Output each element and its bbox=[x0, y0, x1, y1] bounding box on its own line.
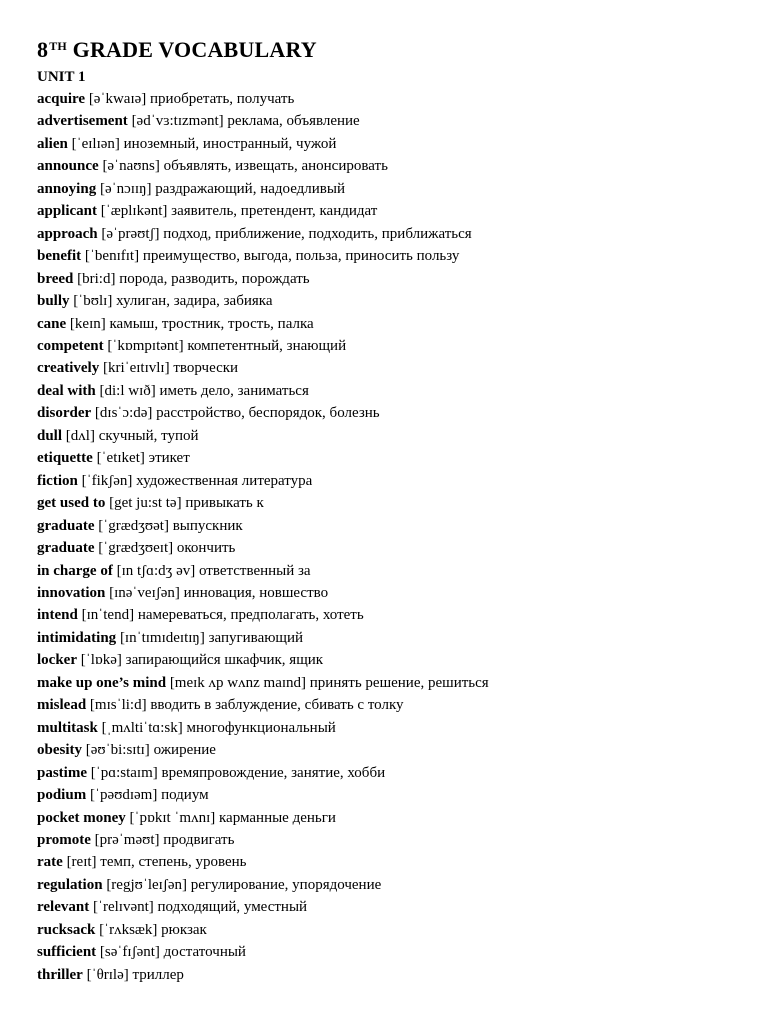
vocabulary-entry bbox=[37, 717, 748, 739]
entry-translation: выпускник bbox=[172, 517, 243, 534]
vocabulary-entry bbox=[37, 245, 748, 267]
entry-translation: многофункциональный bbox=[186, 719, 336, 736]
entry-transcription: [əˈnɔɪɪŋ] bbox=[99, 180, 152, 197]
entry-translation: вводить в заблуждение, сбивать с толку bbox=[150, 697, 404, 714]
vocabulary-entry bbox=[37, 178, 748, 200]
entry-translation: триллер bbox=[132, 966, 184, 983]
entry-transcription: [ˈlɒkə] bbox=[80, 652, 122, 669]
entry-word: sufficient bbox=[37, 944, 97, 961]
entry-transcription: [səˈfɪʃənt] bbox=[99, 944, 160, 961]
entry-word: thriller bbox=[37, 966, 83, 983]
vocabulary-entry bbox=[37, 762, 748, 784]
title-grade-number: 8 bbox=[37, 37, 49, 62]
entry-translation: окончить bbox=[176, 540, 236, 557]
vocabulary-entry bbox=[37, 402, 748, 424]
vocabulary-entry bbox=[37, 941, 748, 963]
entry-translation: рюкзак bbox=[161, 921, 207, 938]
vocabulary-entry bbox=[37, 155, 748, 177]
entry-word: bully bbox=[37, 293, 70, 310]
entry-transcription: [ɪn tʃɑ:dʒ əv] bbox=[116, 562, 196, 579]
vocabulary-entry bbox=[37, 357, 748, 379]
entry-word: get used to bbox=[37, 495, 106, 512]
entry-word: approach bbox=[37, 225, 98, 242]
vocabulary-entry bbox=[37, 784, 748, 806]
entry-translation: намереваться, предполагать, хотеть bbox=[137, 607, 364, 624]
entry-transcription: [kriˈeɪtɪvlɪ] bbox=[102, 360, 170, 377]
entry-translation: иноземный, иностранный, чужой bbox=[123, 135, 337, 152]
vocabulary-entry bbox=[37, 88, 748, 110]
entry-translation: времяпровождение, занятие, хобби bbox=[161, 764, 386, 781]
entry-transcription: [dʌl] bbox=[65, 427, 95, 444]
entry-transcription: [əˈnaʊns] bbox=[102, 158, 160, 175]
entry-transcription: [keɪn] bbox=[69, 315, 106, 332]
entry-translation: подиум bbox=[161, 787, 209, 804]
entry-word: mislead bbox=[37, 697, 87, 714]
entry-translation: хулиган, задира, забияка bbox=[116, 293, 273, 310]
vocabulary-entry bbox=[37, 874, 748, 896]
entry-word: breed bbox=[37, 270, 74, 287]
entry-transcription: [əʊˈbi:sɪtɪ] bbox=[85, 742, 150, 759]
vocabulary-entry bbox=[37, 694, 748, 716]
entry-translation: камыш, тростник, трость, палка bbox=[109, 315, 314, 332]
vocabulary-entry bbox=[37, 335, 748, 357]
vocabulary-entry bbox=[37, 223, 748, 245]
vocabulary-page bbox=[37, 34, 748, 986]
vocabulary-entry bbox=[37, 851, 748, 873]
entry-transcription: [bri:d] bbox=[77, 270, 116, 287]
entry-translation: карманные деньги bbox=[219, 809, 336, 826]
entry-word: innovation bbox=[37, 584, 106, 601]
vocabulary-entry bbox=[37, 268, 748, 290]
vocabulary-entry bbox=[37, 515, 748, 537]
entry-translation: порода, разводить, порождать bbox=[119, 270, 310, 287]
entry-translation: принять решение, решиться bbox=[309, 674, 489, 691]
entry-word: advertisement bbox=[37, 113, 128, 130]
entry-transcription: [ədˈvɜ:tɪzmənt] bbox=[131, 113, 224, 130]
entry-word: benefit bbox=[37, 248, 82, 265]
entry-transcription: [ˈæplɪkənt] bbox=[100, 203, 168, 220]
entry-word: etiquette bbox=[37, 450, 93, 467]
vocabulary-entry bbox=[37, 964, 748, 986]
entry-transcription: [ˈetɪket] bbox=[96, 450, 145, 467]
entry-translation: привыкать к bbox=[185, 495, 264, 512]
entry-transcription: [əˈprəʊtʃ] bbox=[101, 225, 160, 242]
vocabulary-entry bbox=[37, 627, 748, 649]
vocabulary-entry bbox=[37, 919, 748, 941]
entry-translation: достаточный bbox=[163, 944, 246, 961]
entry-transcription: [meɪk ʌp wʌnz maɪnd] bbox=[169, 674, 307, 691]
entry-word: disorder bbox=[37, 405, 92, 422]
entry-translation: заявитель, претендент, кандидат bbox=[171, 203, 378, 220]
vocabulary-entry bbox=[37, 739, 748, 761]
entry-transcription: [regjʊˈleɪʃən] bbox=[106, 876, 187, 893]
entry-word: locker bbox=[37, 652, 77, 669]
entry-translation: продвигать bbox=[163, 831, 235, 848]
entry-transcription: [ˈpɒkɪt ˈmʌnɪ] bbox=[129, 809, 216, 826]
entry-transcription: [ˈbenɪfɪt] bbox=[84, 248, 140, 265]
entry-transcription: [ˈpəʊdɪəm] bbox=[89, 787, 158, 804]
entry-transcription: [ɪnəˈveɪʃən] bbox=[109, 584, 180, 601]
vocabulary-entry bbox=[37, 200, 748, 222]
entry-word: in charge of bbox=[37, 562, 113, 579]
entry-transcription: [ɪnˈtend] bbox=[81, 607, 135, 624]
entry-transcription: [get ju:st tə] bbox=[109, 495, 182, 512]
vocabulary-entry bbox=[37, 380, 748, 402]
vocabulary-entry bbox=[37, 896, 748, 918]
entry-word: dull bbox=[37, 427, 63, 444]
entry-transcription: [ˈθrɪlə] bbox=[86, 966, 129, 983]
entry-translation: запирающийся шкафчик, ящик bbox=[125, 652, 324, 669]
entry-word: cane bbox=[37, 315, 67, 332]
vocabulary-entry bbox=[37, 425, 748, 447]
entry-word: obesity bbox=[37, 742, 82, 759]
entry-transcription: [dɪsˈɔ:də] bbox=[94, 405, 153, 422]
entry-word: rate bbox=[37, 854, 63, 871]
entry-translation: подходящий, уместный bbox=[157, 899, 308, 916]
vocabulary-entry bbox=[37, 470, 748, 492]
entry-transcription: [reɪt] bbox=[66, 854, 97, 871]
entry-word: applicant bbox=[37, 203, 98, 220]
entry-word: relevant bbox=[37, 899, 90, 916]
unit-heading: UNIT 1 bbox=[37, 69, 86, 85]
entry-transcription: [ˈgrædʒʊeɪt] bbox=[98, 540, 174, 557]
vocabulary-entry bbox=[37, 829, 748, 851]
vocabulary-entry bbox=[37, 560, 748, 582]
vocabulary-list bbox=[37, 88, 748, 986]
entry-transcription: [ˈkɒmpɪtənt] bbox=[107, 337, 184, 354]
entry-transcription: [prəˈməʊt] bbox=[94, 831, 160, 848]
vocabulary-entry bbox=[37, 133, 748, 155]
vocabulary-entry bbox=[37, 313, 748, 335]
title-superscript: TH bbox=[49, 39, 67, 53]
entry-translation: приобретать, получать bbox=[150, 91, 295, 107]
entry-transcription: [ˈrʌksæk] bbox=[99, 921, 158, 938]
entry-transcription: [di:l wɪð] bbox=[99, 382, 156, 399]
entry-translation: этикет bbox=[148, 450, 190, 467]
title-text: GRADE VOCABULARY bbox=[72, 37, 317, 62]
entry-translation: инновация, новшество bbox=[183, 584, 329, 601]
entry-transcription: [ɪnˈtɪmɪdeɪtɪŋ] bbox=[119, 629, 205, 646]
entry-translation: расстройство, беспорядок, болезнь bbox=[156, 405, 380, 422]
vocabulary-entry bbox=[37, 582, 748, 604]
entry-word: regulation bbox=[37, 876, 103, 893]
entry-translation: скучный, тупой bbox=[98, 427, 199, 444]
entry-transcription: [ˈbʊlɪ] bbox=[73, 293, 113, 310]
vocabulary-entry bbox=[37, 447, 748, 469]
vocabulary-entry bbox=[37, 672, 748, 694]
entry-translation: ответственный за bbox=[198, 562, 311, 579]
entry-word: fiction bbox=[37, 472, 78, 489]
entry-transcription: [mɪsˈli:d] bbox=[89, 697, 147, 714]
entry-translation: регулирование, упорядочение bbox=[190, 876, 382, 893]
entry-word: competent bbox=[37, 337, 104, 354]
entry-translation: реклама, объявление bbox=[227, 113, 360, 130]
vocabulary-entry bbox=[37, 492, 748, 514]
entry-transcription: [ˈrelɪvənt] bbox=[92, 899, 154, 916]
entry-word: promote bbox=[37, 831, 91, 848]
entry-word: creatively bbox=[37, 360, 100, 377]
entry-word: rucksack bbox=[37, 921, 96, 938]
entry-word: pocket money bbox=[37, 809, 126, 826]
entry-translation: художественная литература bbox=[136, 472, 313, 489]
entry-translation: преимущество, выгода, польза, приносить пользу bbox=[142, 248, 460, 265]
entry-transcription: [ˈfikʃən] bbox=[81, 472, 133, 489]
vocabulary-entry bbox=[37, 649, 748, 671]
entry-translation: подход, приближение, подходить, приближаться bbox=[163, 225, 472, 242]
entry-transcription: [ˈpɑ:staɪm] bbox=[90, 764, 158, 781]
entry-word: podium bbox=[37, 787, 87, 804]
entry-word: graduate bbox=[37, 517, 95, 534]
entry-word: multitask bbox=[37, 719, 98, 736]
entry-translation: творчески bbox=[173, 360, 239, 377]
entry-translation: объявлять, извещать, анонсировать bbox=[163, 158, 388, 175]
entry-word: pastime bbox=[37, 764, 87, 781]
vocabulary-entry bbox=[37, 604, 748, 626]
entry-word: deal with bbox=[37, 382, 96, 399]
entry-translation: раздражающий, надоедливый bbox=[155, 180, 345, 197]
vocabulary-entry bbox=[37, 110, 748, 132]
entry-word: announce bbox=[37, 158, 99, 175]
entry-transcription: [əˈkwaɪə] bbox=[88, 91, 147, 107]
entry-word: annoying bbox=[37, 180, 97, 197]
entry-translation: темп, степень, уровень bbox=[100, 854, 247, 871]
entry-translation: запугивающий bbox=[208, 629, 304, 646]
entry-word: intend bbox=[37, 607, 78, 624]
entry-word: graduate bbox=[37, 540, 95, 557]
entry-translation: компетентный, знающий bbox=[187, 337, 347, 354]
entry-word: acquire bbox=[37, 91, 86, 107]
entry-transcription: [ˈgrædʒʊət] bbox=[98, 517, 169, 534]
vocabulary-entry bbox=[37, 537, 748, 559]
entry-translation: иметь дело, заниматься bbox=[159, 382, 309, 399]
vocabulary-entry bbox=[37, 807, 748, 829]
entry-word: make up one’s mind bbox=[37, 674, 167, 691]
entry-word: alien bbox=[37, 135, 68, 152]
entry-transcription: [ˈeɪlɪən] bbox=[71, 135, 120, 152]
vocabulary-entry bbox=[37, 290, 748, 312]
page-title bbox=[37, 34, 748, 66]
entry-transcription: [ˌmʌltiˈtɑ:sk] bbox=[101, 719, 183, 736]
entry-word: intimidating bbox=[37, 629, 117, 646]
entry-translation: ожирение bbox=[153, 742, 216, 759]
